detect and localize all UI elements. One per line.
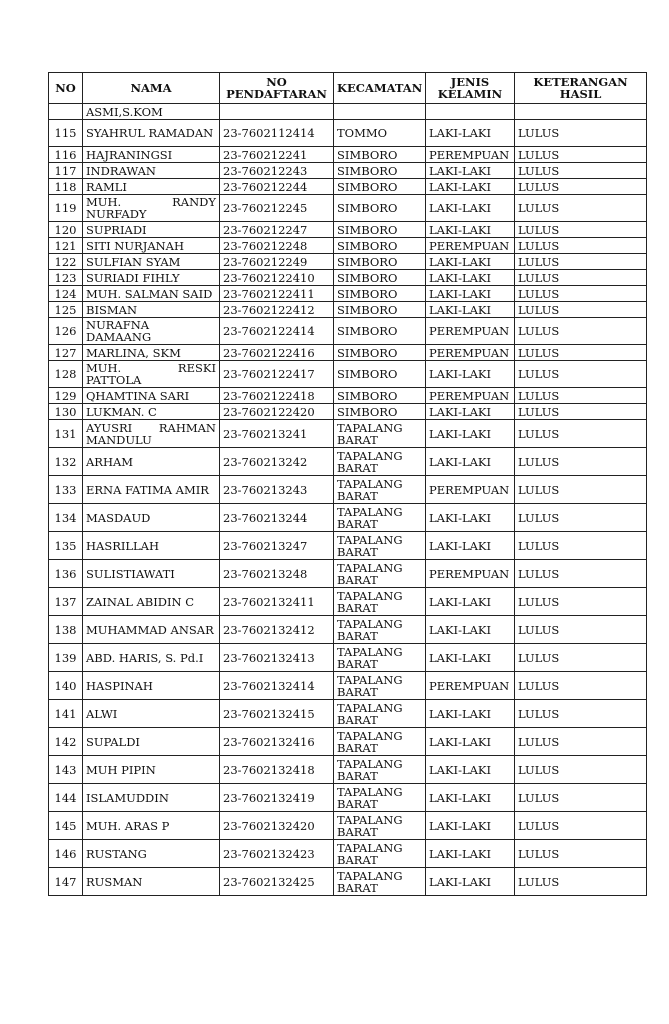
cell-nama: ZAINAL ABIDIN C <box>83 588 220 616</box>
cell-no-pendaftaran: 23-7602122410 <box>220 270 334 286</box>
cell-no: 126 <box>49 318 83 345</box>
cell-jenis-kelamin: PEREMPUAN <box>426 147 515 163</box>
cell-keterangan: LULUS <box>515 179 647 195</box>
table-row <box>49 700 647 728</box>
cell-keterangan: LULUS <box>515 616 647 644</box>
table-row <box>49 812 647 840</box>
table-row <box>49 254 647 270</box>
table-row <box>49 147 647 163</box>
cell-no: 136 <box>49 560 83 588</box>
cell-kecamatan: TAPALANG BARAT <box>334 420 426 448</box>
cell-jenis-kelamin: LAKI-LAKI <box>426 270 515 286</box>
continuation-reg <box>220 104 334 120</box>
header-keterangan-line1: KETERANGAN <box>533 75 628 89</box>
cell-nama: QHAMTINA SARI <box>83 388 220 404</box>
cell-jenis-kelamin: PEREMPUAN <box>426 345 515 361</box>
cell-jenis-kelamin: LAKI-LAKI <box>426 588 515 616</box>
cell-no-pendaftaran: 23-760212243 <box>220 163 334 179</box>
cell-jenis-kelamin: PEREMPUAN <box>426 476 515 504</box>
cell-keterangan: LULUS <box>515 318 647 345</box>
cell-jenis-kelamin: LAKI-LAKI <box>426 812 515 840</box>
cell-no: 137 <box>49 588 83 616</box>
table-row <box>49 560 647 588</box>
header-no-pendaftaran <box>220 73 334 104</box>
cell-no-pendaftaran: 23-760213244 <box>220 504 334 532</box>
cell-keterangan: LULUS <box>515 163 647 179</box>
cell-jenis-kelamin: LAKI-LAKI <box>426 616 515 644</box>
cell-keterangan: LULUS <box>515 448 647 476</box>
cell-jenis-kelamin: PEREMPUAN <box>426 672 515 700</box>
cell-no-pendaftaran: 23-7602132412 <box>220 616 334 644</box>
cell-no: 119 <box>49 195 83 222</box>
cell-nama: SUPRIADI <box>83 222 220 238</box>
cell-nama: RUSTANG <box>83 840 220 868</box>
cell-kecamatan: TAPALANG BARAT <box>334 448 426 476</box>
cell-jenis-kelamin: PEREMPUAN <box>426 318 515 345</box>
cell-no-pendaftaran: 23-7602132414 <box>220 672 334 700</box>
table-row <box>49 504 647 532</box>
cell-nama: MUH. ARAS P <box>83 812 220 840</box>
cell-kecamatan: SIMBORO <box>334 163 426 179</box>
table-row <box>49 238 647 254</box>
cell-keterangan: LULUS <box>515 700 647 728</box>
cell-no: 118 <box>49 179 83 195</box>
table-row <box>49 784 647 812</box>
header-keterangan-line2: HASIL <box>559 87 602 101</box>
continuation-row <box>49 104 647 120</box>
table-row <box>49 840 647 868</box>
cell-keterangan: LULUS <box>515 784 647 812</box>
cell-nama: SITI NURJANAH <box>83 238 220 254</box>
cell-kecamatan: TAPALANG BARAT <box>334 728 426 756</box>
cell-keterangan: LULUS <box>515 238 647 254</box>
cell-no: 131 <box>49 420 83 448</box>
cell-jenis-kelamin: LAKI-LAKI <box>426 163 515 179</box>
cell-no-pendaftaran: 23-760213242 <box>220 448 334 476</box>
header-kecamatan: KECAMATAN <box>334 73 426 104</box>
cell-no: 138 <box>49 616 83 644</box>
cell-no-pendaftaran: 23-7602132415 <box>220 700 334 728</box>
continuation-kec <box>334 104 426 120</box>
cell-kecamatan: SIMBORO <box>334 254 426 270</box>
cell-no: 147 <box>49 868 83 896</box>
cell-kecamatan: SIMBORO <box>334 286 426 302</box>
cell-nama: MUH. RESKI PATTOLA <box>83 361 220 388</box>
cell-no: 146 <box>49 840 83 868</box>
cell-no-pendaftaran: 23-7602132419 <box>220 784 334 812</box>
cell-jenis-kelamin: LAKI-LAKI <box>426 195 515 222</box>
cell-no-pendaftaran: 23-7602132423 <box>220 840 334 868</box>
cell-no-pendaftaran: 23-760213248 <box>220 560 334 588</box>
cell-no: 132 <box>49 448 83 476</box>
continuation-nama: ASMI,S.KOM <box>83 104 220 120</box>
cell-jenis-kelamin: LAKI-LAKI <box>426 532 515 560</box>
cell-kecamatan: SIMBORO <box>334 179 426 195</box>
cell-jenis-kelamin: LAKI-LAKI <box>426 361 515 388</box>
cell-kecamatan: SIMBORO <box>334 318 426 345</box>
cell-keterangan: LULUS <box>515 404 647 420</box>
cell-keterangan: LULUS <box>515 302 647 318</box>
cell-no: 116 <box>49 147 83 163</box>
cell-jenis-kelamin: PEREMPUAN <box>426 238 515 254</box>
header-jenis-kelamin-line2: KELAMIN <box>437 87 503 101</box>
cell-jenis-kelamin: LAKI-LAKI <box>426 756 515 784</box>
cell-no-pendaftaran: 23-7602122414 <box>220 318 334 345</box>
cell-keterangan: LULUS <box>515 840 647 868</box>
cell-no: 127 <box>49 345 83 361</box>
table-row <box>49 222 647 238</box>
cell-kecamatan: SIMBORO <box>334 270 426 286</box>
cell-no: 122 <box>49 254 83 270</box>
cell-no-pendaftaran: 23-760213247 <box>220 532 334 560</box>
cell-kecamatan: SIMBORO <box>334 147 426 163</box>
cell-no: 115 <box>49 120 83 147</box>
table-row <box>49 476 647 504</box>
table-row <box>49 672 647 700</box>
cell-no: 145 <box>49 812 83 840</box>
cell-nama: MUH PIPIN <box>83 756 220 784</box>
table-row <box>49 588 647 616</box>
cell-nama: NURAFNA DAMAANG <box>83 318 220 345</box>
table-row <box>49 420 647 448</box>
cell-no: 121 <box>49 238 83 254</box>
cell-jenis-kelamin: LAKI-LAKI <box>426 784 515 812</box>
continuation-jk <box>426 104 515 120</box>
cell-nama: BISMAN <box>83 302 220 318</box>
cell-nama: HASRILLAH <box>83 532 220 560</box>
cell-keterangan: LULUS <box>515 120 647 147</box>
cell-keterangan: LULUS <box>515 756 647 784</box>
cell-no-pendaftaran: 23-7602132420 <box>220 812 334 840</box>
cell-kecamatan: SIMBORO <box>334 195 426 222</box>
cell-nama: SUPALDI <box>83 728 220 756</box>
cell-kecamatan: SIMBORO <box>334 361 426 388</box>
cell-kecamatan: TAPALANG BARAT <box>334 784 426 812</box>
table-row <box>49 163 647 179</box>
cell-nama: AYUSRI RAHMAN MANDULU <box>83 420 220 448</box>
table-row <box>49 179 647 195</box>
cell-nama: ERNA FATIMA AMIR <box>83 476 220 504</box>
cell-nama: MASDAUD <box>83 504 220 532</box>
table-row <box>49 345 647 361</box>
cell-no: 143 <box>49 756 83 784</box>
cell-keterangan: LULUS <box>515 868 647 896</box>
cell-no-pendaftaran: 23-760212249 <box>220 254 334 270</box>
table-row <box>49 302 647 318</box>
cell-jenis-kelamin: LAKI-LAKI <box>426 120 515 147</box>
cell-nama: INDRAWAN <box>83 163 220 179</box>
header-jenis-kelamin <box>426 73 515 104</box>
cell-no: 125 <box>49 302 83 318</box>
cell-kecamatan: TOMMO <box>334 120 426 147</box>
cell-no-pendaftaran: 23-7602122420 <box>220 404 334 420</box>
cell-no-pendaftaran: 23-7602132418 <box>220 756 334 784</box>
results-table <box>48 72 647 896</box>
cell-keterangan: LULUS <box>515 588 647 616</box>
table-row <box>49 404 647 420</box>
cell-jenis-kelamin: PEREMPUAN <box>426 388 515 404</box>
header-jenis-kelamin-line1: JENIS <box>450 75 490 89</box>
cell-keterangan: LULUS <box>515 476 647 504</box>
cell-kecamatan: TAPALANG BARAT <box>334 868 426 896</box>
cell-keterangan: LULUS <box>515 222 647 238</box>
cell-nama: LUKMAN. C <box>83 404 220 420</box>
cell-no: 134 <box>49 504 83 532</box>
cell-nama: MUH. SALMAN SAID <box>83 286 220 302</box>
header-no-pendaftaran-line1: NO <box>266 75 287 89</box>
cell-kecamatan: TAPALANG BARAT <box>334 840 426 868</box>
cell-keterangan: LULUS <box>515 644 647 672</box>
table-row <box>49 195 647 222</box>
cell-nama: HAJRANINGSI <box>83 147 220 163</box>
cell-nama: ISLAMUDDIN <box>83 784 220 812</box>
cell-nama: MUHAMMAD ANSAR <box>83 616 220 644</box>
cell-kecamatan: SIMBORO <box>334 302 426 318</box>
cell-no-pendaftaran: 23-7602122416 <box>220 345 334 361</box>
cell-no-pendaftaran: 23-760213243 <box>220 476 334 504</box>
cell-nama: SULFIAN SYAM <box>83 254 220 270</box>
cell-jenis-kelamin: LAKI-LAKI <box>426 222 515 238</box>
cell-kecamatan: TAPALANG BARAT <box>334 756 426 784</box>
cell-kecamatan: TAPALANG BARAT <box>334 560 426 588</box>
cell-no-pendaftaran: 23-760213241 <box>220 420 334 448</box>
cell-jenis-kelamin: LAKI-LAKI <box>426 420 515 448</box>
cell-kecamatan: SIMBORO <box>334 222 426 238</box>
cell-nama: ABD. HARIS, S. Pd.I <box>83 644 220 672</box>
cell-nama: SYAHRUL RAMADAN <box>83 120 220 147</box>
header-nama: NAMA <box>83 73 220 104</box>
header-no-pendaftaran-line2: PENDAFTARAN <box>226 87 327 101</box>
cell-kecamatan: SIMBORO <box>334 238 426 254</box>
cell-jenis-kelamin: LAKI-LAKI <box>426 448 515 476</box>
cell-nama: SULISTIAWATI <box>83 560 220 588</box>
cell-keterangan: LULUS <box>515 254 647 270</box>
cell-jenis-kelamin: LAKI-LAKI <box>426 644 515 672</box>
continuation-no <box>49 104 83 120</box>
cell-kecamatan: TAPALANG BARAT <box>334 504 426 532</box>
cell-no: 128 <box>49 361 83 388</box>
cell-no-pendaftaran: 23-7602122418 <box>220 388 334 404</box>
header-no: NO <box>49 73 83 104</box>
cell-nama: SURIADI FIHLY <box>83 270 220 286</box>
cell-jenis-kelamin: LAKI-LAKI <box>426 302 515 318</box>
cell-no-pendaftaran: 23-7602132411 <box>220 588 334 616</box>
cell-no: 129 <box>49 388 83 404</box>
cell-no: 141 <box>49 700 83 728</box>
cell-no-pendaftaran: 23-760212248 <box>220 238 334 254</box>
table-row <box>49 644 647 672</box>
cell-keterangan: LULUS <box>515 560 647 588</box>
cell-kecamatan: TAPALANG BARAT <box>334 812 426 840</box>
cell-kecamatan: SIMBORO <box>334 345 426 361</box>
cell-keterangan: LULUS <box>515 345 647 361</box>
cell-kecamatan: TAPALANG BARAT <box>334 532 426 560</box>
cell-no: 139 <box>49 644 83 672</box>
cell-no-pendaftaran: 23-7602132416 <box>220 728 334 756</box>
cell-no: 133 <box>49 476 83 504</box>
cell-keterangan: LULUS <box>515 728 647 756</box>
cell-no: 117 <box>49 163 83 179</box>
cell-kecamatan: TAPALANG BARAT <box>334 616 426 644</box>
table-row <box>49 616 647 644</box>
cell-no: 140 <box>49 672 83 700</box>
table-row <box>49 728 647 756</box>
cell-no-pendaftaran: 23-7602122411 <box>220 286 334 302</box>
cell-no-pendaftaran: 23-760212247 <box>220 222 334 238</box>
cell-keterangan: LULUS <box>515 388 647 404</box>
cell-keterangan: LULUS <box>515 270 647 286</box>
cell-nama: MARLINA, SKM <box>83 345 220 361</box>
cell-jenis-kelamin: LAKI-LAKI <box>426 404 515 420</box>
cell-keterangan: LULUS <box>515 420 647 448</box>
cell-no: 142 <box>49 728 83 756</box>
cell-no-pendaftaran: 23-7602122412 <box>220 302 334 318</box>
cell-jenis-kelamin: LAKI-LAKI <box>426 840 515 868</box>
cell-nama: RAMLI <box>83 179 220 195</box>
cell-no-pendaftaran: 23-7602132413 <box>220 644 334 672</box>
cell-keterangan: LULUS <box>515 195 647 222</box>
cell-kecamatan: TAPALANG BARAT <box>334 644 426 672</box>
cell-keterangan: LULUS <box>515 504 647 532</box>
cell-kecamatan: TAPALANG BARAT <box>334 476 426 504</box>
table-header-row <box>49 73 647 104</box>
cell-jenis-kelamin: LAKI-LAKI <box>426 868 515 896</box>
cell-no-pendaftaran: 23-760212244 <box>220 179 334 195</box>
table-row <box>49 388 647 404</box>
table-row <box>49 868 647 896</box>
cell-keterangan: LULUS <box>515 286 647 302</box>
cell-keterangan: LULUS <box>515 812 647 840</box>
cell-keterangan: LULUS <box>515 147 647 163</box>
cell-kecamatan: TAPALANG BARAT <box>334 672 426 700</box>
cell-jenis-kelamin: LAKI-LAKI <box>426 286 515 302</box>
cell-nama: MUH. RANDY NURFADY <box>83 195 220 222</box>
cell-kecamatan: SIMBORO <box>334 388 426 404</box>
cell-kecamatan: TAPALANG BARAT <box>334 588 426 616</box>
cell-no: 124 <box>49 286 83 302</box>
table-row <box>49 448 647 476</box>
cell-nama: ARHAM <box>83 448 220 476</box>
cell-jenis-kelamin: LAKI-LAKI <box>426 700 515 728</box>
cell-kecamatan: SIMBORO <box>334 404 426 420</box>
continuation-ket <box>515 104 647 120</box>
cell-jenis-kelamin: LAKI-LAKI <box>426 728 515 756</box>
cell-no-pendaftaran: 23-7602112414 <box>220 120 334 147</box>
cell-kecamatan: TAPALANG BARAT <box>334 700 426 728</box>
table-row <box>49 120 647 147</box>
cell-jenis-kelamin: LAKI-LAKI <box>426 504 515 532</box>
cell-jenis-kelamin: PEREMPUAN <box>426 560 515 588</box>
table-row <box>49 270 647 286</box>
cell-keterangan: LULUS <box>515 672 647 700</box>
header-keterangan-hasil <box>515 73 647 104</box>
cell-jenis-kelamin: LAKI-LAKI <box>426 179 515 195</box>
table-row <box>49 286 647 302</box>
cell-no: 135 <box>49 532 83 560</box>
cell-no: 120 <box>49 222 83 238</box>
table-row <box>49 532 647 560</box>
cell-no-pendaftaran: 23-760212241 <box>220 147 334 163</box>
cell-nama: RUSMAN <box>83 868 220 896</box>
cell-no: 123 <box>49 270 83 286</box>
cell-no-pendaftaran: 23-760212245 <box>220 195 334 222</box>
cell-no: 130 <box>49 404 83 420</box>
table-row <box>49 361 647 388</box>
table-row <box>49 756 647 784</box>
cell-jenis-kelamin: LAKI-LAKI <box>426 254 515 270</box>
cell-no: 144 <box>49 784 83 812</box>
cell-no-pendaftaran: 23-7602132425 <box>220 868 334 896</box>
cell-keterangan: LULUS <box>515 361 647 388</box>
table-row <box>49 318 647 345</box>
cell-keterangan: LULUS <box>515 532 647 560</box>
cell-no-pendaftaran: 23-7602122417 <box>220 361 334 388</box>
cell-nama: ALWI <box>83 700 220 728</box>
cell-nama: HASPINAH <box>83 672 220 700</box>
